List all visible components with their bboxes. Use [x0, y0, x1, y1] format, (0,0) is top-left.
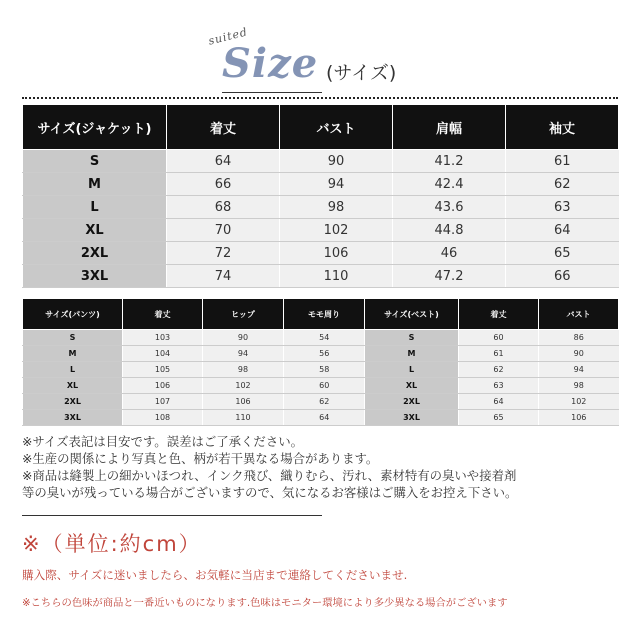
pants-column-header: モモ周り: [284, 299, 365, 330]
pants-column-header: サイズ(パンツ): [23, 299, 123, 330]
note-line: 等の臭いが残っている場合がございますので、気になるお客様はご購入をお控え下さい。: [22, 485, 518, 500]
dotted-divider: [22, 97, 618, 99]
pants-column-header: 着丈: [123, 299, 203, 330]
pants-size-label: S: [23, 330, 123, 346]
jacket-cell: 63: [506, 196, 619, 219]
note-line: ※商品は縫製上の細かいほつれ、インク飛び、織りむら、汚れ、素材特有の臭いや接着剤: [22, 468, 517, 483]
notes-underline: [22, 515, 322, 516]
notes-block: [22, 433, 622, 501]
jacket-row: [23, 242, 619, 265]
jacket-column-header: 袖丈: [506, 105, 619, 150]
pants-cell: 106: [203, 394, 284, 410]
jacket-cell: 44.8: [393, 219, 506, 242]
pants-cell: 90: [203, 330, 284, 346]
vest-cell: 94: [539, 362, 619, 378]
vest-row: [365, 330, 619, 346]
vest-cell: 60: [459, 330, 539, 346]
pants-row: [23, 330, 365, 346]
vest-column-header: 着丈: [459, 299, 539, 330]
pants-row: [23, 346, 365, 362]
pants-cell: 98: [203, 362, 284, 378]
jacket-size-label: M: [23, 173, 167, 196]
vest-size-table: [364, 298, 619, 426]
pants-size-label: 3XL: [23, 410, 123, 426]
vest-row: [365, 394, 619, 410]
vest-cell: 65: [459, 410, 539, 426]
vest-size-label: S: [365, 330, 459, 346]
jacket-cell: 64: [506, 219, 619, 242]
jacket-cell: 98: [280, 196, 393, 219]
jacket-cell: 90: [280, 150, 393, 173]
jacket-column-header: 着丈: [167, 105, 280, 150]
jacket-cell: 66: [506, 265, 619, 288]
jacket-cell: 94: [280, 173, 393, 196]
jacket-size-label: XL: [23, 219, 167, 242]
pants-size-label: 2XL: [23, 394, 123, 410]
jacket-cell: 64: [167, 150, 280, 173]
pants-cell: 107: [123, 394, 203, 410]
vest-cell: 61: [459, 346, 539, 362]
vest-cell: 102: [539, 394, 619, 410]
jacket-cell: 68: [167, 196, 280, 219]
purchase-note: 購入際、サイズに迷いましたら、お気軽に当店まで連絡してくださいませ.: [22, 568, 408, 582]
pants-cell: 102: [203, 378, 284, 394]
vest-size-label: L: [365, 362, 459, 378]
pants-cell: 60: [284, 378, 365, 394]
unit-label: ※（単位:約cm）: [22, 532, 202, 556]
pants-cell: 62: [284, 394, 365, 410]
pants-row: [23, 410, 365, 426]
jacket-cell: 61: [506, 150, 619, 173]
jacket-cell: 106: [280, 242, 393, 265]
vest-row: [365, 410, 619, 426]
jacket-row: [23, 265, 619, 288]
jacket-cell: 43.6: [393, 196, 506, 219]
pants-header-row: [23, 299, 365, 330]
pants-row: [23, 362, 365, 378]
pants-size-label: L: [23, 362, 123, 378]
jacket-row: [23, 196, 619, 219]
jacket-cell: 46: [393, 242, 506, 265]
jacket-cell: 74: [167, 265, 280, 288]
jacket-column-header: 肩幅: [393, 105, 506, 150]
vest-column-header: バスト: [539, 299, 619, 330]
vest-column-header: サイズ(ベスト): [365, 299, 459, 330]
jacket-cell: 65: [506, 242, 619, 265]
pants-cell: 56: [284, 346, 365, 362]
jacket-row: [23, 219, 619, 242]
jacket-cell: 102: [280, 219, 393, 242]
pants-cell: 106: [123, 378, 203, 394]
note-line: ※サイズ表記は目安です。誤差はご了承ください。: [22, 434, 303, 449]
vest-cell: 63: [459, 378, 539, 394]
jacket-cell: 70: [167, 219, 280, 242]
jacket-size-label: S: [23, 150, 167, 173]
pants-cell: 104: [123, 346, 203, 362]
jacket-column-header: バスト: [280, 105, 393, 150]
note-line: ※生産の関係により写真と色、柄が若干異なる場合があります。: [22, 451, 379, 466]
size-title: Size: [222, 40, 319, 87]
pants-cell: 54: [284, 330, 365, 346]
size-subtitle: (サイズ): [326, 62, 397, 84]
pants-cell: 58: [284, 362, 365, 378]
pants-row: [23, 378, 365, 394]
vest-header-row: [365, 299, 619, 330]
size-header: [0, 0, 640, 96]
jacket-size-label: 2XL: [23, 242, 167, 265]
pants-row: [23, 394, 365, 410]
jacket-cell: 66: [167, 173, 280, 196]
vest-cell: 98: [539, 378, 619, 394]
vest-row: [365, 346, 619, 362]
pants-cell: 103: [123, 330, 203, 346]
vest-cell: 64: [459, 394, 539, 410]
vest-row: [365, 362, 619, 378]
pants-cell: 94: [203, 346, 284, 362]
pants-cell: 110: [203, 410, 284, 426]
jacket-size-label: 3XL: [23, 265, 167, 288]
jacket-row: [23, 173, 619, 196]
vest-cell: 86: [539, 330, 619, 346]
jacket-cell: 110: [280, 265, 393, 288]
jacket-cell: 72: [167, 242, 280, 265]
vest-cell: 90: [539, 346, 619, 362]
jacket-size-label: L: [23, 196, 167, 219]
jacket-column-header: サイズ(ジャケット): [23, 105, 167, 150]
jacket-header-row: [23, 105, 619, 150]
pants-cell: 64: [284, 410, 365, 426]
vest-cell: 62: [459, 362, 539, 378]
vest-size-label: 3XL: [365, 410, 459, 426]
color-note: ※こちらの色味が商品と一番近いものになります.色味はモニター環境により多少異なる場合がございます: [22, 597, 508, 609]
title-underline: [222, 92, 322, 93]
jacket-cell: 62: [506, 173, 619, 196]
pants-size-label: XL: [23, 378, 123, 394]
pants-size-table: [22, 298, 365, 426]
pants-cell: 108: [123, 410, 203, 426]
jacket-size-table: [22, 104, 619, 288]
jacket-cell: 47.2: [393, 265, 506, 288]
jacket-row: [23, 150, 619, 173]
pants-column-header: ヒップ: [203, 299, 284, 330]
vest-size-label: XL: [365, 378, 459, 394]
suited-script-text: suited: [207, 25, 250, 48]
jacket-cell: 42.4: [393, 173, 506, 196]
vest-cell: 106: [539, 410, 619, 426]
vest-size-label: 2XL: [365, 394, 459, 410]
pants-size-label: M: [23, 346, 123, 362]
pants-cell: 105: [123, 362, 203, 378]
jacket-cell: 41.2: [393, 150, 506, 173]
vest-size-label: M: [365, 346, 459, 362]
vest-row: [365, 378, 619, 394]
